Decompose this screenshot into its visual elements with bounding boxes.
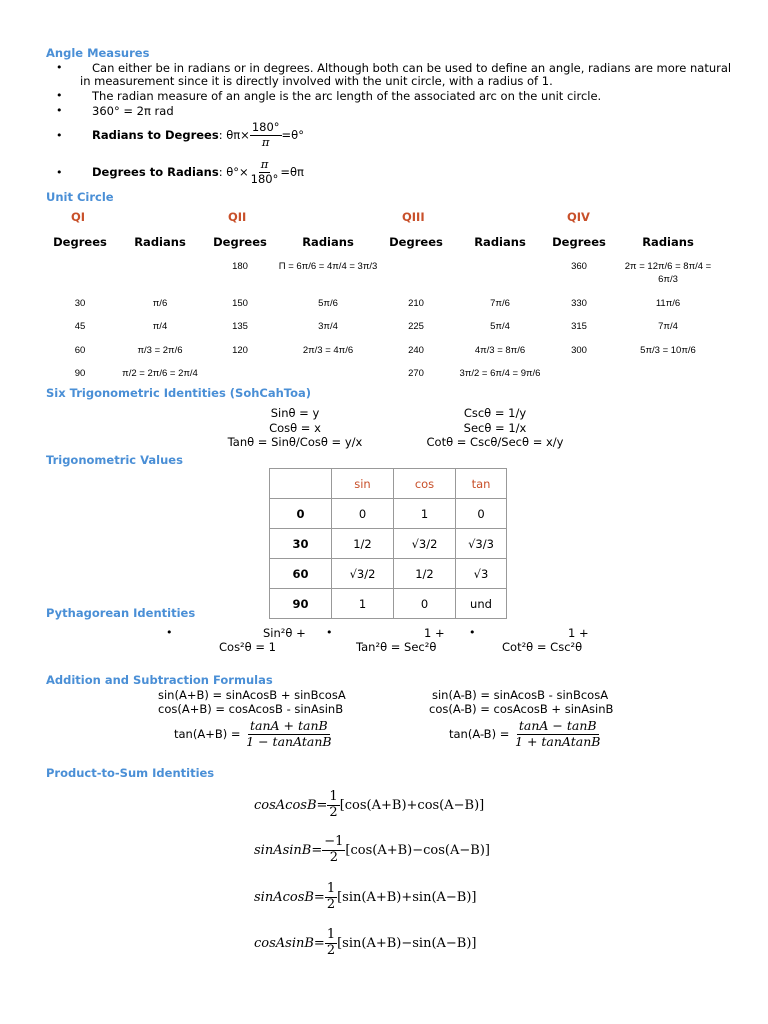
pythag-3-top: 1 + xyxy=(568,626,589,640)
bullet-icon: • xyxy=(469,626,476,639)
section-heading-six-identities: Six Trigonometric Identities (SohCahToa) xyxy=(46,386,312,400)
uc-cell: 60 xyxy=(74,345,86,356)
pts-lhs: cosAcosB= xyxy=(254,797,328,813)
uc-cell: 45 xyxy=(74,321,86,332)
table-cell: und xyxy=(456,589,507,619)
pts-lhs: cosAsinB= xyxy=(254,935,325,951)
pts-rhs: [sin(A+B)+sin(A−B)] xyxy=(337,889,477,905)
table-row xyxy=(270,589,507,619)
d2r-left: θ°× xyxy=(226,165,249,179)
uc-cell: 4π/3 = 8π/6 xyxy=(474,345,526,356)
table-cell: 1/2 xyxy=(394,559,456,589)
table-cell: √3 xyxy=(456,559,507,589)
bullet-icon: • xyxy=(166,626,173,639)
sin-a-plus-b: sin(A+B) = sinAcosB + sinBcosA xyxy=(158,688,346,702)
row-header: 30 xyxy=(270,529,332,559)
col-header-cos: cos xyxy=(394,469,456,499)
angle-text-1b: in measurement since it is directly involved with the unit circle, with a radius of 1. xyxy=(80,74,553,88)
trig-values-table xyxy=(269,468,507,619)
pts-den: 2 xyxy=(329,849,338,865)
uc-cell: π/3 = 2π/6 xyxy=(137,345,183,356)
pts-lhs: sinAcosB= xyxy=(254,889,325,905)
bullet-icon: • xyxy=(56,61,63,74)
table-cell: √3/2 xyxy=(332,559,394,589)
d2r-label: Degrees to Radians xyxy=(92,165,219,179)
pts-num: 1 xyxy=(326,880,336,896)
d2r-num: π xyxy=(260,157,269,172)
uc-cell: 330 xyxy=(571,298,587,309)
uc-cell: 150 xyxy=(232,298,248,309)
radians-to-degrees-formula: Radians to Degrees : θπ× $\frac{180^\circ}{\pi}$ =θ° xyxy=(92,120,304,149)
table-cell: √3/2 xyxy=(394,529,456,559)
bullet-icon: • xyxy=(326,626,333,639)
table-cell: 1/2 xyxy=(332,529,394,559)
six-left-group xyxy=(170,406,420,450)
uc-cell: 3π/4 xyxy=(318,321,338,332)
angle-text-1a: Can either be in radians or in degrees. Although both can be used to define an angle, radians are more natural xyxy=(92,61,732,75)
uc-cell: 225 xyxy=(408,321,424,332)
r2d-num: 180° xyxy=(251,120,280,135)
uc-cell: 7π/4 xyxy=(658,321,678,332)
quadrant-label-qi: QI xyxy=(71,210,86,224)
uc-cell: 11π/6 xyxy=(655,298,681,309)
table-cell: 0 xyxy=(332,499,394,529)
identity-cos: Cosθ = x xyxy=(269,420,321,435)
pts-sinacosb xyxy=(254,877,477,917)
identity-sec: Secθ = 1/x xyxy=(463,420,527,435)
uc-cell: 210 xyxy=(408,298,424,309)
uc-cell: 5π/3 = 10π/6 xyxy=(640,345,696,356)
table-row xyxy=(270,469,507,499)
pts-rhs: [cos(A+B)−cos(A−B)] xyxy=(345,842,490,858)
table-row xyxy=(270,529,507,559)
pts-lhs: sinAsinB= xyxy=(254,842,323,858)
quadrant-label-qiv: QIV xyxy=(567,210,590,224)
uc-cell: 30 xyxy=(74,298,86,309)
pts-num: 1 xyxy=(329,788,338,804)
uc-cell: 5π/6 xyxy=(318,298,338,309)
identity-csc: Cscθ = 1/y xyxy=(463,406,527,420)
uc-cell: 180 xyxy=(232,261,248,272)
uc-cell: 5π/4 xyxy=(490,321,510,332)
uc-cell: 300 xyxy=(571,345,587,356)
uc-cell: 120 xyxy=(232,345,248,356)
col-header-degrees: Degrees xyxy=(552,235,606,249)
pts-num: 1 xyxy=(326,926,336,942)
col-header-radians: Radians xyxy=(134,235,186,249)
uc-cell: Π = 6π/6 = 4π/4 = 3π/3 xyxy=(278,261,378,272)
tan-plus-num: tanA + tanB xyxy=(250,718,328,734)
r2d-left: θπ× xyxy=(226,128,250,142)
table-cell: √3/3 xyxy=(456,529,507,559)
pythag-2-top: 1 + xyxy=(424,626,445,640)
col-header-sin: sin xyxy=(332,469,394,499)
col-header-degrees: Degrees xyxy=(389,235,443,249)
r2d-right: =θ° xyxy=(281,128,304,142)
r2d-den: π xyxy=(261,134,270,149)
tan-minus-num: tanA − tanB xyxy=(518,718,597,734)
pythag-1-top: Sin²θ + xyxy=(263,626,306,640)
uc-cell: 240 xyxy=(408,345,424,356)
d2r-den: 180° xyxy=(250,171,279,186)
quadrant-label-qii: QII xyxy=(228,210,247,224)
pts-cosacosb xyxy=(254,785,484,825)
tan-plus-den: 1 − tanAtanB xyxy=(246,733,332,749)
angle-text-2: The radian measure of an angle is the arc length of the associated arc on the unit circle. xyxy=(92,89,602,103)
six-right-group xyxy=(395,406,595,450)
table-cell: 0 xyxy=(456,499,507,529)
bullet-icon: • xyxy=(56,89,63,102)
pts-den: 2 xyxy=(329,804,338,820)
uc-cell: 6π/3 xyxy=(658,274,678,285)
r2d-label: Radians to Degrees xyxy=(92,128,219,142)
table-corner xyxy=(270,469,332,499)
uc-cell: 2π = 12π/6 = 8π/4 = xyxy=(624,261,712,272)
row-header: 0 xyxy=(270,499,332,529)
pts-cosasinb xyxy=(254,923,477,963)
pts-rhs: [sin(A+B)−sin(A−B)] xyxy=(337,935,477,951)
cos-a-plus-b: cos(A+B) = cosAcosB - sinAsinB xyxy=(158,702,344,716)
tan-minus-label: tan(A-B) = xyxy=(449,727,510,741)
uc-cell: 315 xyxy=(571,321,587,332)
section-heading-product-to-sum: Product-to-Sum Identities xyxy=(46,766,215,780)
uc-cell: π/2 = 2π/6 = 2π/4 xyxy=(122,368,198,379)
sin-a-minus-b: sin(A-B) = sinAcosB - sinBcosA xyxy=(432,688,609,702)
section-heading-trig-values: Trigonometric Values xyxy=(46,453,183,467)
uc-cell: 135 xyxy=(232,321,248,332)
section-heading-pythagorean: Pythagorean Identities xyxy=(46,606,196,620)
uc-cell: 270 xyxy=(408,368,424,379)
col-header-degrees: Degrees xyxy=(213,235,267,249)
bullet-icon: • xyxy=(56,166,63,179)
col-header-tan: tan xyxy=(456,469,507,499)
tan-minus-den: 1 + tanAtanB xyxy=(515,733,601,749)
table-row xyxy=(270,559,507,589)
col-header-degrees: Degrees xyxy=(53,235,107,249)
uc-cell: 90 xyxy=(74,368,86,379)
uc-cell: 360 xyxy=(571,261,587,272)
pts-rhs: [cos(A+B)+cos(A−B)] xyxy=(339,797,485,813)
section-heading-angle-measures: Angle Measures xyxy=(46,46,150,60)
uc-cell: 2π/3 = 4π/6 xyxy=(302,345,354,356)
section-heading-unit-circle: Unit Circle xyxy=(46,190,114,204)
col-header-radians: Radians xyxy=(474,235,526,249)
pythag-3-bottom: Cot²θ = Csc²θ xyxy=(502,640,583,654)
identity-tan: Tanθ = Sinθ/Cosθ = y/x xyxy=(227,435,363,449)
uc-cell: 3π/2 = 6π/4 = 9π/6 xyxy=(459,368,541,379)
angle-text-3: 360° = 2π rad xyxy=(92,104,174,118)
cos-a-minus-b: cos(A-B) = cosAcosB + sinAsinB xyxy=(429,702,614,716)
pts-den: 2 xyxy=(326,942,336,958)
col-header-radians: Radians xyxy=(642,235,694,249)
pythag-1-bottom: Cos²θ = 1 xyxy=(219,640,276,654)
table-row xyxy=(270,499,507,529)
section-heading-addition-subtraction: Addition and Subtraction Formulas xyxy=(46,673,273,687)
degrees-to-radians-formula: Degrees to Radians : θ°× $\frac{\pi}{180^\circ}$ =θπ xyxy=(92,157,304,186)
d2r-right: =θπ xyxy=(280,165,304,179)
row-header: 60 xyxy=(270,559,332,589)
uc-cell: π/6 xyxy=(152,298,168,309)
tan-plus-label: tan(A+B) = xyxy=(174,727,241,741)
tan-a-minus-b xyxy=(449,716,602,752)
uc-cell: 7π/6 xyxy=(490,298,510,309)
pts-sinasinb xyxy=(254,830,490,870)
tan-a-plus-b xyxy=(174,716,334,752)
bullet-icon: • xyxy=(56,129,63,142)
row-header: 90 xyxy=(270,589,332,619)
table-cell: 1 xyxy=(332,589,394,619)
pythag-2-bottom: Tan²θ = Sec²θ xyxy=(356,640,437,654)
table-cell: 0 xyxy=(394,589,456,619)
pts-num: −1 xyxy=(324,833,344,849)
bullet-icon: • xyxy=(56,104,63,117)
table-cell: 1 xyxy=(394,499,456,529)
uc-cell: π/4 xyxy=(152,321,168,332)
pts-den: 2 xyxy=(326,896,336,912)
col-header-radians: Radians xyxy=(302,235,354,249)
identity-sin: Sinθ = y xyxy=(270,406,320,420)
quadrant-label-qiii: QIII xyxy=(402,210,425,224)
identity-cot: Cotθ = Cscθ/Secθ = x/y xyxy=(426,435,564,449)
